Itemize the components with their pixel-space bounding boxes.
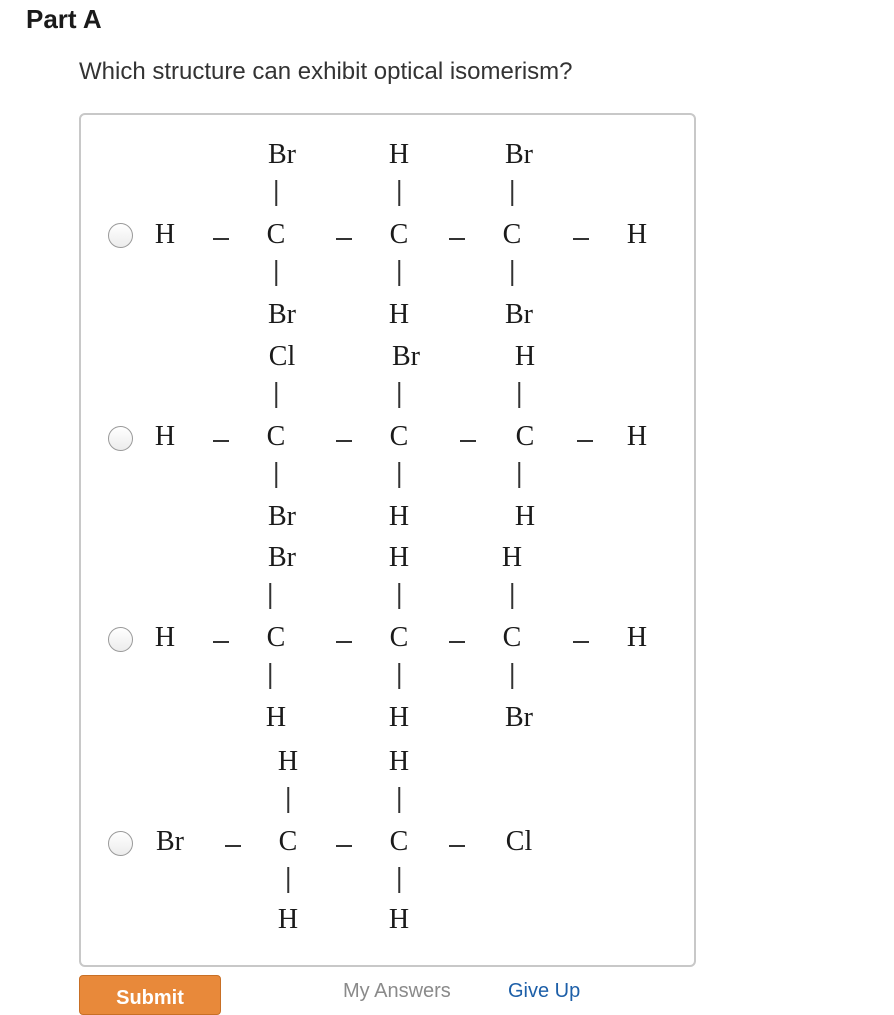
bond [336,238,352,240]
bond [398,787,400,813]
atom-top: H [388,542,410,573]
atom-bottom: H [514,501,536,532]
atom-carbon: C [389,219,409,250]
bond [449,845,465,847]
bond [336,440,352,442]
radio-button[interactable] [108,426,133,451]
question-text: Which structure can exhibit optical isomerism? [79,58,573,85]
atom-right: H [626,622,648,653]
atom-carbon: C [389,421,409,452]
atom-carbon: C [502,622,522,653]
atom-top: H [388,746,410,777]
submit-button[interactable]: Submit [79,975,221,1015]
atom-top: H [514,341,536,372]
bond [336,845,352,847]
atom-top: Cl [268,341,296,372]
bond [518,462,520,488]
bond [398,382,400,408]
atom-bottom: Br [268,501,296,532]
atom-carbon: C [389,622,409,653]
bond [225,845,241,847]
bond [460,440,476,442]
atom-left: H [154,421,176,452]
bond [336,641,352,643]
atom-bottom: Br [505,702,533,733]
give-up-link[interactable]: Give Up [508,980,581,1002]
bond [573,641,589,643]
bond [275,462,277,488]
bond [398,260,400,286]
bond [213,440,229,442]
atom-carbon: C [266,219,286,250]
bond [573,238,589,240]
bond [287,787,289,813]
atom-top: H [277,746,299,777]
bond [213,238,229,240]
radio-button[interactable] [108,223,133,248]
atom-left: Br [156,826,184,857]
atom-carbon: C [278,826,298,857]
my-answers-link[interactable]: My Answers [343,980,451,1002]
atom-left: H [154,622,176,653]
atom-top: Br [268,542,296,573]
bond [518,382,520,408]
part-title: Part A [26,4,102,34]
bond [275,382,277,408]
atom-right: H [626,421,648,452]
atom-left: H [154,219,176,250]
atom-top: Br [392,341,420,372]
bond [287,867,289,893]
bond [269,663,271,689]
bond [449,641,465,643]
bond [511,260,513,286]
atom-right: H [626,219,648,250]
bond [511,583,513,609]
atom-top: Br [505,139,533,170]
atom-bottom: H [388,501,410,532]
bond [398,663,400,689]
radio-button[interactable] [108,627,133,652]
atom-bottom: H [277,904,299,935]
bond [269,583,271,609]
bond [213,641,229,643]
atom-bottom: Br [268,299,296,330]
bond [398,583,400,609]
bond [398,867,400,893]
atom-carbon: C [389,826,409,857]
atom-top: H [388,139,410,170]
atom-carbon: C [515,421,535,452]
atom-bottom: H [265,702,287,733]
bond [398,462,400,488]
atom-bottom: H [388,702,410,733]
bond [449,238,465,240]
bond [511,663,513,689]
atom-carbon: C [266,421,286,452]
bond [577,440,593,442]
atom-carbon: C [502,219,522,250]
bond [275,260,277,286]
atom-top: Br [268,139,296,170]
atom-right: Cl [505,826,533,857]
atom-bottom: H [388,904,410,935]
atom-top: H [501,542,523,573]
atom-bottom: H [388,299,410,330]
radio-button[interactable] [108,831,133,856]
atom-bottom: Br [505,299,533,330]
atom-carbon: C [266,622,286,653]
